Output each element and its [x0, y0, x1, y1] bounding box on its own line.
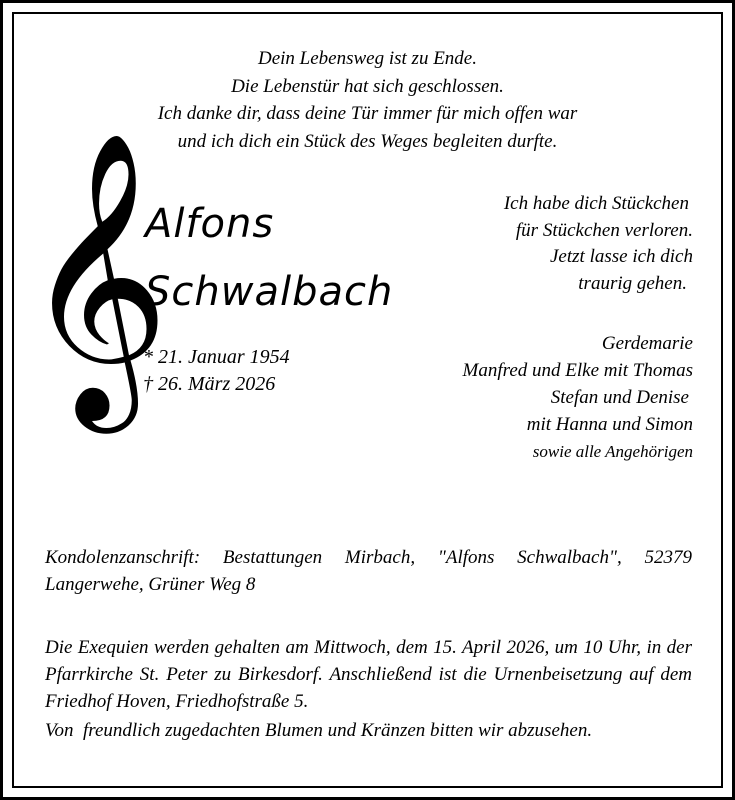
poem-line: Dein Lebensweg ist zu Ende.: [257, 48, 477, 69]
condolence-address: Kondolenzanschrift: Bestattungen Mirbach, "Alfons Schwalbach", 52379 Langerwehe, Grüner Weg 8: [45, 547, 692, 595]
verse-line: für Stückchen verloren.: [515, 219, 693, 241]
birth-date: * 21. Januar 1954: [143, 346, 290, 368]
poem-line: Die Lebenstür hat sich geschlossen.: [231, 75, 504, 97]
verse-line: Jetzt lasse ich dich: [550, 246, 693, 267]
poem-line: Ich danke dir, dass deine Tür immer für mich offen war: [157, 103, 578, 124]
funeral-details: Die Exequien werden gehalten am Mittwoch, dem 15. April 2026, um 10 Uhr, in der Pfarrkirche St. Peter zu Birkesdorf. Anschließend ist die Urnenbeisetzung auf dem Friedhof Hoven, Friedhofstraße 5.: [45, 637, 692, 712]
verse: [504, 191, 693, 297]
poem-line: und ich dich ein Stück des Weges begleiten durfte.: [177, 130, 558, 152]
death-date: † 26. März 2026: [143, 373, 276, 395]
life-dates: [143, 344, 290, 398]
deceased-name: [145, 190, 393, 326]
mourner: Gerdemarie: [601, 333, 693, 354]
last-name: Schwalbach: [145, 269, 394, 315]
mourner: sowie alle Angehörigen: [532, 442, 693, 461]
verse-line: traurig gehen.: [578, 272, 687, 294]
mourner: Manfred und Elke mit Thomas: [462, 360, 693, 381]
mourner: mit Hanna und Simon: [526, 414, 693, 435]
verse-line: Ich habe dich Stückchen: [503, 193, 689, 214]
mourners-list: [463, 330, 693, 465]
treble-clef-icon: 𝄞: [22, 129, 170, 420]
flowers-note: Von freundlich zugedachten Blumen und Kränzen bitten wir abzusehen.: [45, 720, 593, 741]
first-name: Alfons: [145, 201, 275, 247]
mourner: Stefan und Denise: [550, 387, 689, 408]
